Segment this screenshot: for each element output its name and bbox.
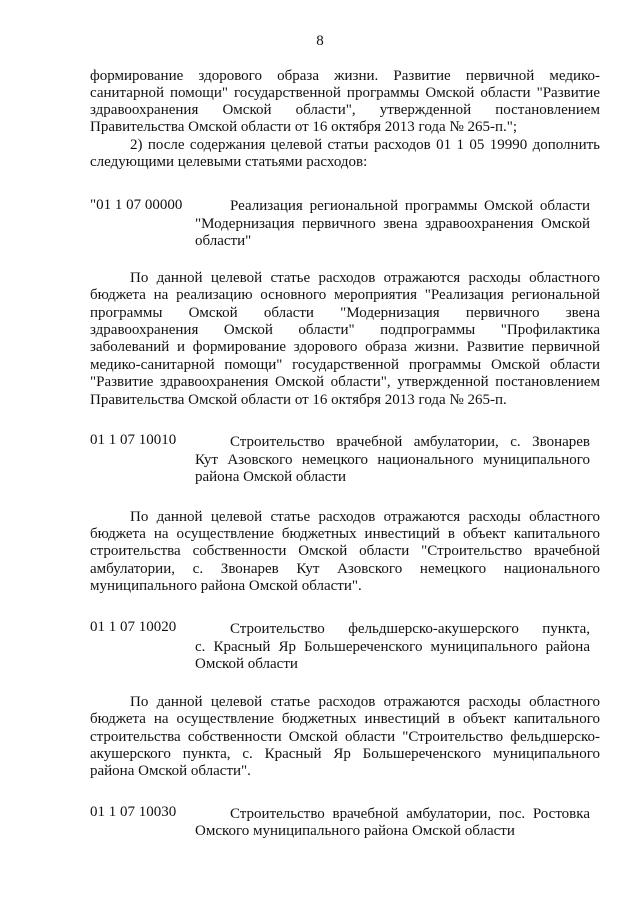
- entry-description-line: "Развитие здравоохранения Омской области", утвержденной постановлением: [90, 374, 600, 390]
- paragraph-line: 2) после содержания целевой статьи расходов 01 1 05 19990 дополнить: [130, 137, 600, 153]
- entry-description-line: По данной целевой статье расходов отражаются расходы областного: [130, 509, 600, 525]
- entry-title-line: Строительство врачебной амбулатории, пос. Ростовка: [230, 806, 590, 822]
- entry-title-line: Кут Азовского немецкого национального муниципального: [195, 452, 590, 468]
- entry-description-line: акушерского пункта, с. Красный Яр Большереченского муниципального: [90, 746, 600, 762]
- paragraph-line: санитарной помощи" государственной программы Омской области "Развитие: [90, 85, 600, 101]
- entry-description-line: медико-санитарной помощи" государственной программы Омской области: [90, 357, 600, 373]
- entry-title-line: области": [195, 233, 252, 249]
- entry-description-line: По данной целевой статье расходов отражаются расходы областного: [130, 694, 600, 710]
- entry-description-line: программы Омской области "Модернизация первичного звена: [90, 305, 600, 321]
- entry-code: 01 1 07 10020: [90, 619, 177, 635]
- paragraph-line: следующими целевыми статьями расходов:: [90, 154, 368, 170]
- entry-title-line: Строительство врачебной амбулатории, с. Звонарев: [230, 434, 590, 450]
- page-number: 8: [316, 33, 324, 49]
- entry-title-line: Строительство фельдшерско-акушерского пункта,: [230, 621, 590, 637]
- entry-description-line: бюджета на осуществление бюджетных инвестиций в объект капитального: [90, 526, 600, 542]
- entry-title-line: Омской области: [195, 656, 298, 672]
- entry-description-line: амбулатории, с. Звонарев Кут Азовского немецкого национального: [90, 561, 600, 577]
- entry-description-line: заболеваний и формирование здорового образа жизни. Развитие первичной: [90, 339, 600, 355]
- entry-code: 01 1 07 10010: [90, 432, 177, 448]
- entry-title-line: "Модернизация первичного звена здравоохранения Омской: [195, 216, 590, 232]
- entry-description-line: строительства собственности Омской области "Строительство фельдшерско-: [90, 729, 600, 745]
- entry-title-line: Реализация региональной программы Омской области: [230, 198, 590, 214]
- entry-description-line: строительства собственности Омской области "Строительство врачебной: [90, 543, 600, 559]
- entry-title-line: с. Красный Яр Большереченского муниципального района: [195, 639, 590, 655]
- entry-code: 01 1 07 10030: [90, 804, 177, 820]
- entry-description-line: бюджета на осуществление бюджетных инвестиций в объект капитального: [90, 711, 600, 727]
- entry-description-line: бюджета на реализацию основного мероприятия "Реализация региональной: [90, 287, 600, 303]
- entry-description-line: здравоохранения Омской области" подпрограммы "Профилактика: [90, 322, 600, 338]
- entry-title-line: Омского муниципального района Омской области: [195, 823, 515, 839]
- entry-description-line: муниципального района Омской области".: [90, 578, 362, 594]
- entry-description-line: Правительства Омской области от 16 октября 2013 года № 265-п.: [90, 392, 507, 408]
- entry-description-line: района Омской области".: [90, 763, 251, 779]
- entry-title-line: района Омской области: [195, 469, 347, 485]
- paragraph-line: формирование здорового образа жизни. Развитие первичной медико-: [90, 68, 600, 84]
- entry-description-line: По данной целевой статье расходов отражаются расходы областного: [130, 270, 600, 286]
- paragraph-line: Правительства Омской области от 16 октября 2013 года № 265-п.";: [90, 119, 518, 135]
- entry-code: "01 1 07 00000: [90, 197, 183, 213]
- paragraph-line: здравоохранения Омской области", утвержденной постановлением: [90, 102, 600, 118]
